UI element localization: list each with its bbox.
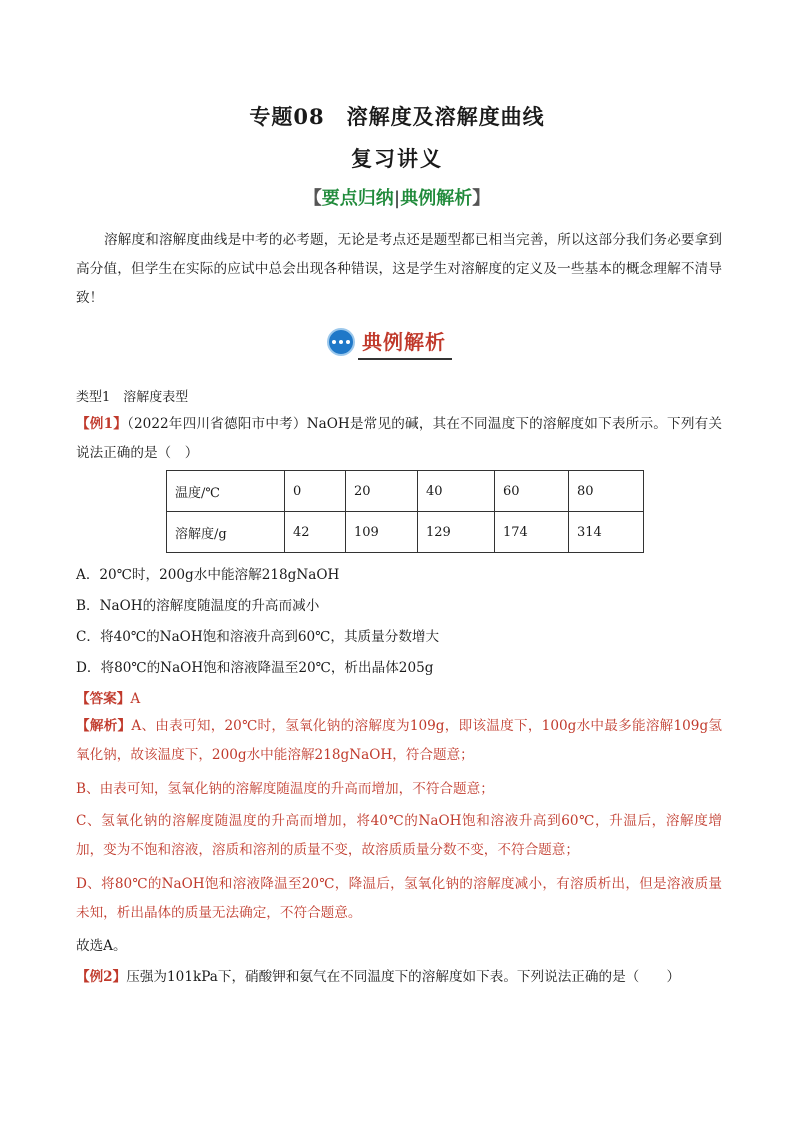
ellipsis-circle-icon	[327, 328, 355, 356]
table-row	[167, 512, 644, 553]
example2-stem-text: 压强为101kPa下，硝酸钾和氨气在不同温度下的溶解度如下表。下列说法正确的是（ ）	[126, 969, 681, 985]
answer-value: A	[130, 691, 141, 707]
table-cell: 40	[418, 471, 495, 512]
page-title: 专题08 溶解度及溶解度曲线	[249, 104, 545, 129]
table-cell: 60	[495, 471, 569, 512]
tag-left: 要点归纳	[321, 188, 394, 209]
table-cell: 温度/℃	[167, 471, 285, 512]
table-cell: 0	[285, 471, 346, 512]
conclusion: 故选A。	[76, 938, 127, 954]
tag-separator: |	[393, 188, 401, 209]
section-tagline	[0, 184, 794, 210]
option-d: D．将80℃的NaOH饱和溶液降温至20℃，析出晶体205g	[76, 660, 434, 676]
analysis-b: B、由表可知，氢氧化钠的溶解度随温度的升高而增加，不符合题意；	[76, 781, 494, 797]
table-cell: 42	[285, 512, 346, 553]
answer-line	[76, 687, 140, 707]
analysis-a	[76, 712, 722, 770]
table-cell: 314	[569, 512, 644, 553]
table-cell: 109	[346, 512, 418, 553]
table-cell: 174	[495, 512, 569, 553]
section-badge	[327, 325, 446, 359]
example1-tag: 【例1】	[76, 416, 128, 432]
page-subtitle: 复习讲义	[351, 146, 443, 171]
analysis-c: C、氢氧化钠的溶解度随温度的升高而增加，将40℃的NaOH饱和溶液升高到60℃，升温后，溶解度增加，变为不饱和溶液，溶质和溶剂的质量不变，故溶质质量分数不变，不符合题意；	[76, 813, 722, 858]
example1-stem	[76, 410, 722, 468]
badge-label: 典例解析	[362, 326, 446, 358]
example2-stem	[76, 963, 722, 992]
intro-paragraph: 溶解度和溶解度曲线是中考的必考题，无论是考点还是题型都已相当完善，所以这部分我们务必要拿到高分值，但学生在实际的应试中总会出现各种错误，这是学生对溶解度的定义及一些基本的概念理解不清导致！	[76, 232, 722, 306]
table-cell: 溶解度/g	[167, 512, 285, 553]
table-cell: 20	[346, 471, 418, 512]
tag-close-bracket: 】	[472, 188, 491, 209]
answer-tag: 【答案】	[76, 691, 131, 707]
option-a: A．20℃时，200g水中能溶解218gNaOH	[76, 567, 340, 583]
tag-right: 典例解析	[400, 188, 473, 209]
solubility-table	[166, 470, 644, 553]
analysis-tag: 【解析】	[76, 718, 132, 734]
analysis-d: D、将80℃的NaOH饱和溶液降温至20℃，降温后，氢氧化钠的溶解度减小，有溶质析出，但是溶液质量未知，析出晶体的质量无法确定，不符合题意。	[76, 876, 722, 921]
option-c: C．将40℃的NaOH饱和溶液升高到60℃，其质量分数增大	[76, 629, 440, 645]
type-heading: 类型1 溶解度表型	[76, 390, 189, 405]
table-cell: 129	[418, 512, 495, 553]
table-cell: 80	[569, 471, 644, 512]
table-row	[167, 471, 644, 512]
analysis-a-text: A、由表可知，20℃时，氢氧化钠的溶解度为109g，即该温度下，100g水中最多能溶解109g氢氧化钠，故该温度下，200g水中能溶解218gNaOH，符合题意；	[76, 718, 723, 763]
option-b: B．NaOH的溶解度随温度的升高而减小	[76, 598, 320, 614]
example1-stem-text: （2022年四川省德阳市中考）NaOH是常见的碱，其在不同温度下的溶解度如下表所示。下列有关说法正确的是（ ）	[76, 416, 722, 461]
tag-open-bracket: 【	[303, 188, 322, 209]
example2-tag: 【例2】	[76, 969, 127, 985]
